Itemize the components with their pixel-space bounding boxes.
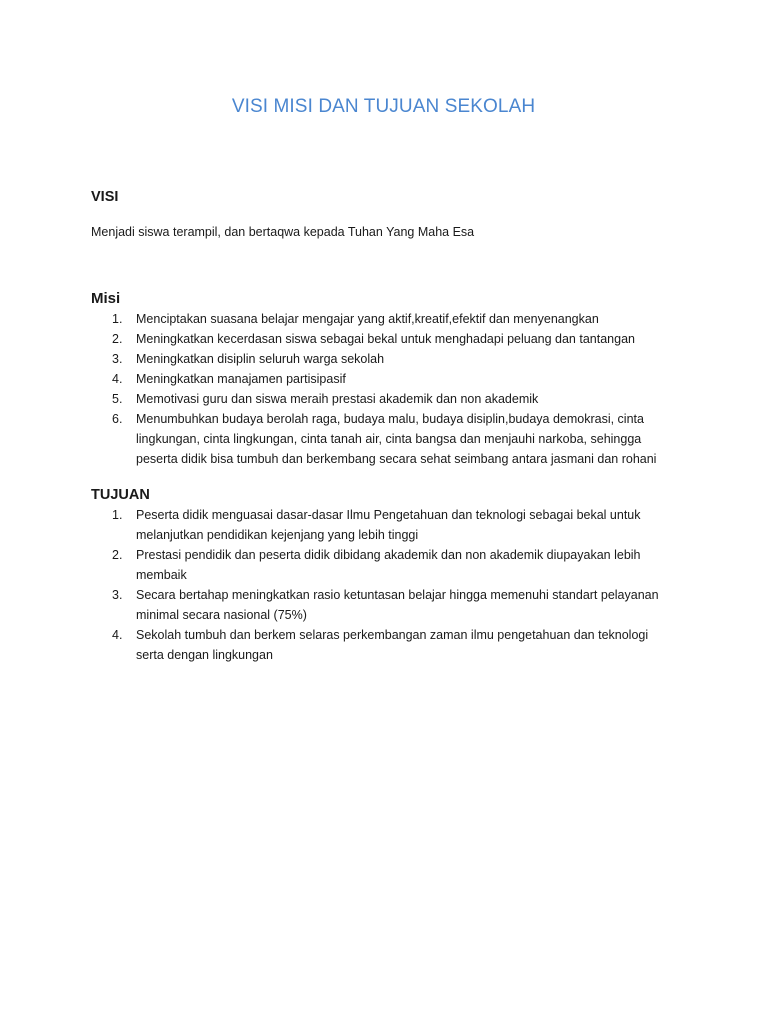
page-title: VISI MISI DAN TUJUAN SEKOLAH bbox=[231, 96, 536, 117]
misi-list bbox=[91, 309, 676, 469]
list-number: 3. bbox=[112, 588, 123, 602]
list-item-text: Sekolah tumbuh dan berkem selaras perkembangan zaman ilmu pengetahuan dan teknologi serta dengan lingkungan bbox=[136, 628, 649, 662]
list-item-text: Menciptakan suasana belajar mengajar yang aktif,kreatif,efektif dan menyenangkan bbox=[136, 312, 599, 326]
list-item-text: Meningkatkan manajamen partisipasif bbox=[136, 372, 346, 386]
misi-list-item bbox=[91, 349, 676, 369]
tujuan-list-item bbox=[91, 625, 676, 665]
list-number: 5. bbox=[112, 392, 123, 406]
misi-heading-label: Misi bbox=[91, 290, 121, 307]
list-number: 1. bbox=[112, 508, 123, 522]
list-item-text: Menumbuhkan budaya berolah raga, budaya malu, budaya disiplin,budaya demokrasi, cinta lingkungan, cinta lingkungan, cinta tanah air, cinta bangsa dan menjauhi narkoba, sehingga peserta didik bisa tumbuh dan berkembang secara sehat seimbang antara jasmani dan rohani bbox=[136, 412, 657, 466]
list-item-text: Memotivasi guru dan siswa meraih prestasi akademik dan non akademik bbox=[136, 392, 539, 406]
list-number: 3. bbox=[112, 352, 123, 366]
visi-text: Menjadi siswa terampil, dan bertaqwa kepada Tuhan Yang Maha Esa bbox=[91, 225, 475, 239]
list-number: 6. bbox=[112, 412, 123, 426]
tujuan-list-item bbox=[91, 585, 676, 625]
tujuan-list-item bbox=[91, 545, 676, 585]
list-number: 4. bbox=[112, 372, 123, 386]
misi-list-item bbox=[91, 329, 676, 349]
list-item-text: Meningkatkan disiplin seluruh warga sekolah bbox=[136, 352, 385, 366]
tujuan-list bbox=[91, 505, 676, 665]
list-item-text: Meningkatkan kecerdasan siswa sebagai bekal untuk menghadapi peluang dan tantangan bbox=[136, 332, 635, 346]
misi-list-item bbox=[91, 409, 676, 469]
list-number: 2. bbox=[112, 548, 123, 562]
list-item-text: Secara bertahap meningkatkan rasio ketuntasan belajar hingga memenuhi standart pelayanan minimal secara nasional (75%) bbox=[136, 588, 659, 622]
tujuan-list-item bbox=[91, 505, 676, 545]
tujuan-heading: TUJUAN bbox=[91, 487, 150, 503]
misi-list-item bbox=[91, 309, 676, 329]
list-number: 2. bbox=[112, 332, 123, 346]
list-number: 4. bbox=[112, 628, 123, 642]
misi-list-item bbox=[91, 369, 676, 389]
list-item-text: Prestasi pendidik dan peserta didik dibidang akademik dan non akademik diupayakan lebih membaik bbox=[136, 548, 641, 582]
misi-heading bbox=[91, 289, 676, 309]
misi-list-item bbox=[91, 389, 676, 409]
list-number: 1. bbox=[112, 312, 123, 326]
list-item-text: Peserta didik menguasai dasar-dasar Ilmu Pengetahuan dan teknologi sebagai bekal untuk melanjutkan pendidikan kejenjang yang lebih tinggi bbox=[136, 508, 641, 542]
visi-heading: VISI bbox=[91, 189, 119, 205]
